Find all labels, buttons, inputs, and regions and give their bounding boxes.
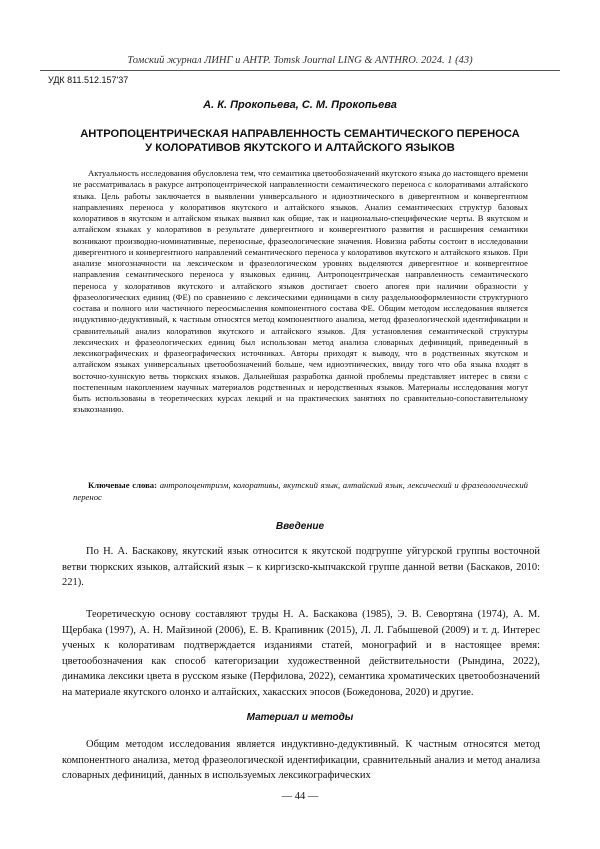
section-heading-materials-methods: Материал и методы xyxy=(246,712,354,723)
keywords-text: антропоцентризм, колоративы, якутский язык, алтайский язык, лексический и фразеологический перенос xyxy=(73,480,529,502)
udk-code: УДК 811.512.157'37 xyxy=(48,75,129,85)
running-head: Томский журнал ЛИНГ и АНТР. Tomsk Journal LING & ANTHRO. 2024. 1 (43) xyxy=(127,55,473,66)
body-paragraph-intro-2: Теоретическую основу составляют труды Н. А. Баскакова (1985), Э. В. Севортяна (1974), А. М. Щербака (1997), А. Н. Майзиной (2006), Е. В. Крапивник (2015), Л. Л. Габышевой (2009) и т. д. Интерес ученых к колоративам подтверждается изданиями статей, монографий и в настоящее время: цветообозначения как способ категоризации художественной действительности (Рындина, 2022), динамика лексики цвета в русском языке (Перфилова, 2022), семантика хроматических цветообозначений на материале якутского олонхо и алтайских, хакасских эпосов (Божедонова, 2020) и другие. xyxy=(62,609,540,698)
article-title xyxy=(60,127,540,155)
keywords xyxy=(73,480,528,503)
article-authors: А. К. Прокопьева, С. М. Прокопьева xyxy=(203,99,397,111)
body-paragraph-intro-1: По Н. А. Баскакову, якутский язык относится к якутской подгруппе уйгурской группы восточной ветви тюркских языков, алтайский язык – к киргизско-кыпчакской группе данной ветви (Баскаков, 2010: 221). xyxy=(62,546,540,588)
page-number: — 44 — xyxy=(281,791,319,802)
keywords-label: Ключевые слова: xyxy=(88,480,158,490)
body-paragraph-methods-1: Общим методом исследования является индуктивно-дедуктивный. К частным относятся метод компонентного анализа, метод фразеологической идентификации, сравнительный анализ и метод анализа словарных дефиниций, данных в используемых лексикографических xyxy=(62,739,540,781)
section-heading-introduction: Введение xyxy=(275,521,325,532)
title-line-1: АНТРОПОЦЕНТРИЧЕСКАЯ НАПРАВЛЕННОСТЬ СЕМАНТИЧЕСКОГО ПЕРЕНОСА xyxy=(80,128,520,140)
title-line-2: У КОЛОРАТИВОВ ЯКУТСКОГО И АЛТАЙСКОГО ЯЗЫКОВ xyxy=(145,142,455,154)
abstract: Актуальность исследования обусловлена тем, что семантика цветообозначений якутского языка до настоящего времени не рассматривалась в ракурсе антропоцентрической направленности семантического переноса с колоративами алтайского языка. Цель работы заключается в выявлении универсального и идиоэтнического в дивергентном и конвергентном направлениях переноса у колоративов якутского и алтайского языков. Анализ семантических структур базовых колоративов в якутском и алтайском языках выявил как общие, так и национально-специфические черты. В якутском и алтайском языках у колоративов в результате дивергентного и конвергентного развития и расширения семантики возникают производно-номинативные, переносные, фразеологические значения. Новизна работы состоит в исследовании дивергентного и конвергентного направлений семантического переноса у колоративов якутского и алтайского языков. При анализе многозначности на лексическом и фразеологическом уровнях выделяются дивергентное и конвергентное направления семантического переноса у языковых единиц. Антропоцентрическая направленность семантического переноса у колоративов якутского и алтайского языков достигает своего апогея при наличии образности у фразеологических единиц (ФЕ) по сравнению с лексическими единицами в силу раздельнооформленности структурного состава и полного или частичного переосмысления компонентного состава ФЕ. Общим методом исследования является индуктивно-дедуктивный, к частным относятся метод компонентного анализа, метод фразеологической идентификации и сравнительный анализ колоративов якутского и алтайского языков. Для установления семантической структуры лексических и фразеологических единиц был использован метод анализа словарных дефиниций, приведенный в лексикографических и фразеографических источниках. Авторы приходят к выводу, что в родственных якутском и алтайском языках универсальных цветообозначений больше, чем идиоэтнических, ввиду того что оба языка входят в восточно-хуннскую ветвь тюркских языков. Дальнейшая разработка данной проблемы представляет интерес в связи с постепенным накоплением научных материалов родственных и неродственных языков. Материалы исследования могут быть использованы в теоретических курсах лекций и на практических занятиях по сравнительно-сопоставительному языкознанию. xyxy=(73,168,528,415)
header-rule xyxy=(40,70,560,71)
